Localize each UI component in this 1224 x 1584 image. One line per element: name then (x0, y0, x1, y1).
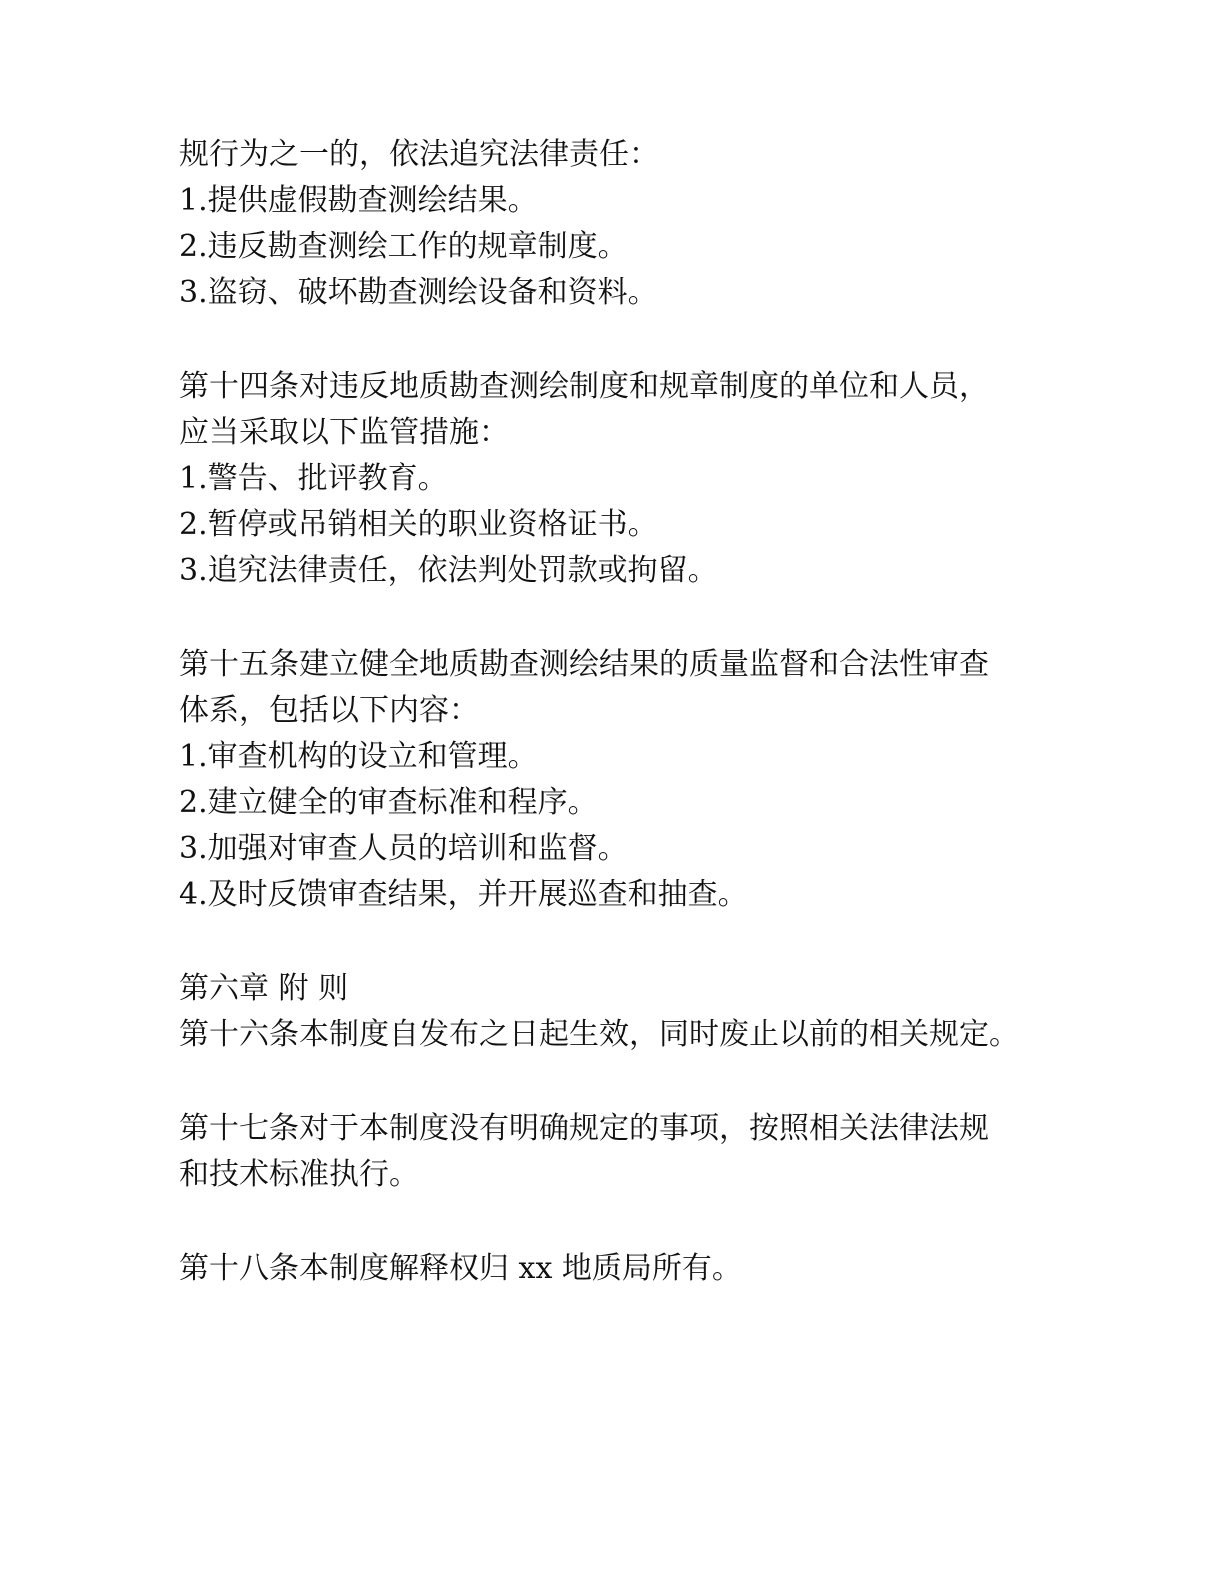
list-item: 2.建立健全的审查标准和程序。 (179, 785, 598, 820)
list-item: 2.暂停或吊销相关的职业资格证书。 (179, 507, 658, 542)
text-line: 规行为之一的，依法追究法律责任： (179, 137, 659, 172)
list-item: 3.追究法律责任，依法判处罚款或拘留。 (179, 553, 718, 588)
article-14-text-cont: 应当采取以下监管措施： (179, 415, 509, 450)
article-16-text: 第十六条本制度自发布之日起生效，同时废止以前的相关规定。 (179, 1017, 1019, 1052)
list-item: 1.警告、批评教育。 (179, 461, 448, 496)
paragraph-article-18 (179, 1246, 1079, 1292)
list-item: 1.提供虚假勘查测绘结果。 (179, 183, 538, 218)
list-item: 2.违反勘查测绘工作的规章制度。 (179, 229, 628, 264)
list-item: 3.盗窃、破坏勘查测绘设备和资料。 (179, 275, 658, 310)
paragraph-spacer (179, 1198, 1079, 1246)
article-15-text-cont: 体系，包括以下内容： (179, 693, 479, 728)
paragraph-spacer (179, 316, 1079, 364)
paragraph-article-15 (179, 642, 1079, 918)
paragraph-spacer (179, 918, 1079, 966)
paragraph-spacer (179, 594, 1079, 642)
article-17-text: 第十七条对于本制度没有明确规定的事项，按照相关法律法规 (179, 1111, 989, 1146)
article-18-text: 第十八条本制度解释权归 xx 地质局所有。 (179, 1251, 742, 1286)
document-body (179, 132, 1079, 1292)
chapter-6 (179, 966, 1079, 1058)
paragraph-penalties (179, 132, 1079, 316)
paragraph-spacer (179, 1058, 1079, 1106)
chapter-title: 第六章 附 则 (179, 971, 349, 1006)
list-item: 4.及时反馈审查结果，并开展巡查和抽查。 (179, 877, 748, 912)
paragraph-article-14 (179, 364, 1079, 594)
list-item: 1.审查机构的设立和管理。 (179, 739, 538, 774)
article-14-text: 第十四条对违反地质勘查测绘制度和规章制度的单位和人员， (179, 369, 989, 404)
paragraph-article-17 (179, 1106, 1079, 1198)
article-15-text: 第十五条建立健全地质勘查测绘结果的质量监督和合法性审查 (179, 647, 989, 682)
list-item: 3.加强对审查人员的培训和监督。 (179, 831, 628, 866)
article-17-text-cont: 和技术标准执行。 (179, 1157, 419, 1192)
